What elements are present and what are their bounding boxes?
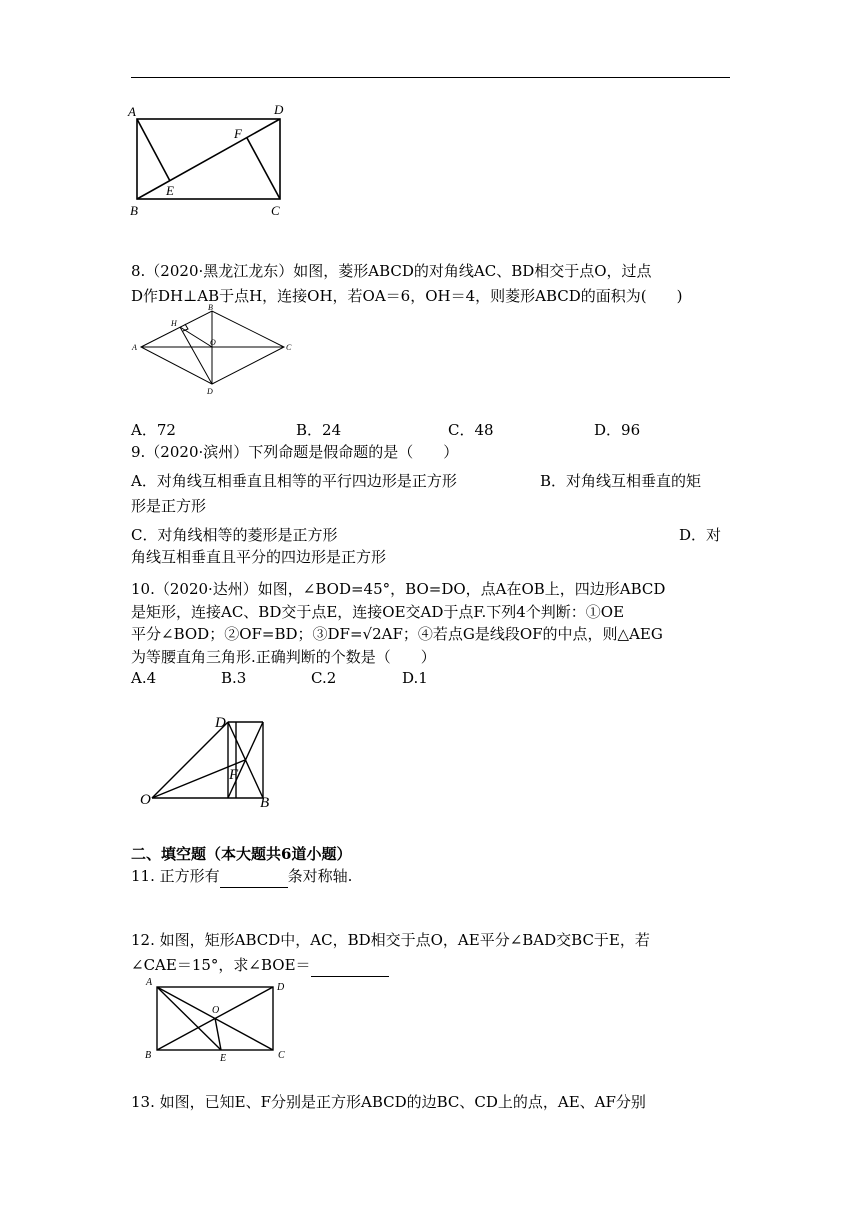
q8-option-a: A．72: [131, 421, 176, 439]
label-f: F: [229, 767, 239, 783]
label-e: E: [220, 1053, 227, 1064]
q10-option-d: D.1: [402, 669, 428, 687]
section-title-fill-in: 二、填空题（本大题共6道小题）: [131, 845, 352, 863]
q11-line: [131, 864, 352, 888]
q10-option-b: B.3: [221, 669, 247, 687]
q11-suffix: 条对称轴.: [287, 867, 353, 885]
label-b: B: [145, 1050, 152, 1061]
label-h: H: [171, 319, 177, 328]
label-d: D: [274, 102, 284, 117]
q9-option-a: A．对角线互相垂直且相等的平行四边形是正方形: [131, 472, 457, 490]
figure-rectangle-abcd-q7: [124, 98, 294, 222]
q8-line1: 8.（2020·黑龙江龙东）如图，菱形ABCD的对角线AC、BD相交于点O，过点: [131, 262, 652, 280]
q10-line4: 为等腰直角三角形.正确判断的个数是（ ）: [131, 648, 436, 666]
q9-option-d-part2: 角线互相垂直且平分的四边形是正方形: [131, 548, 387, 566]
figure-rectangle-q10: [136, 710, 281, 812]
q10-option-a: A.4: [131, 669, 157, 687]
q12-line2-text: ∠CAE＝15°，求∠BOE＝: [131, 956, 311, 974]
label-a: A: [132, 343, 137, 352]
q8-option-b: B．24: [296, 421, 342, 439]
q8-option-c: C．48: [448, 421, 494, 439]
q10-line3: 平分∠BOD；②OF=BD；③DF=√2AF；④若点G是线段OF的中点，则△AEG: [131, 625, 663, 643]
q9-option-b-part1: B．对角线互相垂直的矩: [540, 472, 702, 490]
label-o: O: [210, 338, 216, 347]
label-d: D: [207, 387, 213, 396]
q12-answer-blank[interactable]: [311, 958, 389, 977]
label-a: A: [128, 104, 136, 119]
label-o: O: [212, 1005, 220, 1016]
label-c: C: [286, 343, 292, 352]
q8-line2: D作DH⊥AB于点H，连接OH，若OA＝6，OH＝4，则菱形ABCD的面积为( ): [131, 287, 683, 305]
label-c: C: [271, 203, 280, 218]
label-c: C: [278, 1050, 285, 1061]
q11-answer-blank[interactable]: [220, 869, 288, 888]
label-d: D: [215, 715, 226, 731]
label-f: F: [234, 126, 242, 141]
q11-prefix: 11. 正方形有: [131, 867, 220, 885]
q8-option-d: D．96: [594, 421, 641, 439]
label-a: A: [146, 977, 153, 988]
q12-line1: 12. 如图，矩形ABCD中，AC，BD相交于点O，AE平分∠BAD交BC于E，若: [131, 931, 650, 949]
figure-rectangle-q12: [140, 972, 295, 1064]
label-b: B: [260, 795, 270, 811]
figure-rhombus-q8: [124, 300, 294, 398]
label-b: B: [130, 203, 138, 218]
q9-option-c: C．对角线相等的菱形是正方形: [131, 526, 338, 544]
label-e: E: [166, 183, 174, 198]
q10-option-c: C.2: [311, 669, 337, 687]
q10-line2: 是矩形，连接AC、BD交于点E，连接OE交AD于点F.下列4个判断：①OE: [131, 603, 625, 621]
q9-option-d-part1: D．对: [679, 526, 722, 544]
header-rule: [131, 77, 730, 78]
label-b: B: [208, 303, 213, 312]
label-d: D: [277, 982, 285, 993]
q9-option-b-part2: 形是正方形: [131, 497, 207, 515]
q9-line1: 9.（2020·滨州）下列命题是假命题的是（ ）: [131, 443, 459, 461]
q13-line1: 13. 如图，已知E、F分别是正方形ABCD的边BC、CD上的点，AE、AF分别: [131, 1093, 646, 1111]
q10-line1: 10.（2020·达州）如图，∠BOD=45°，BO=DO，点A在OB上，四边形ABCD: [131, 580, 666, 598]
label-o: O: [140, 792, 151, 808]
